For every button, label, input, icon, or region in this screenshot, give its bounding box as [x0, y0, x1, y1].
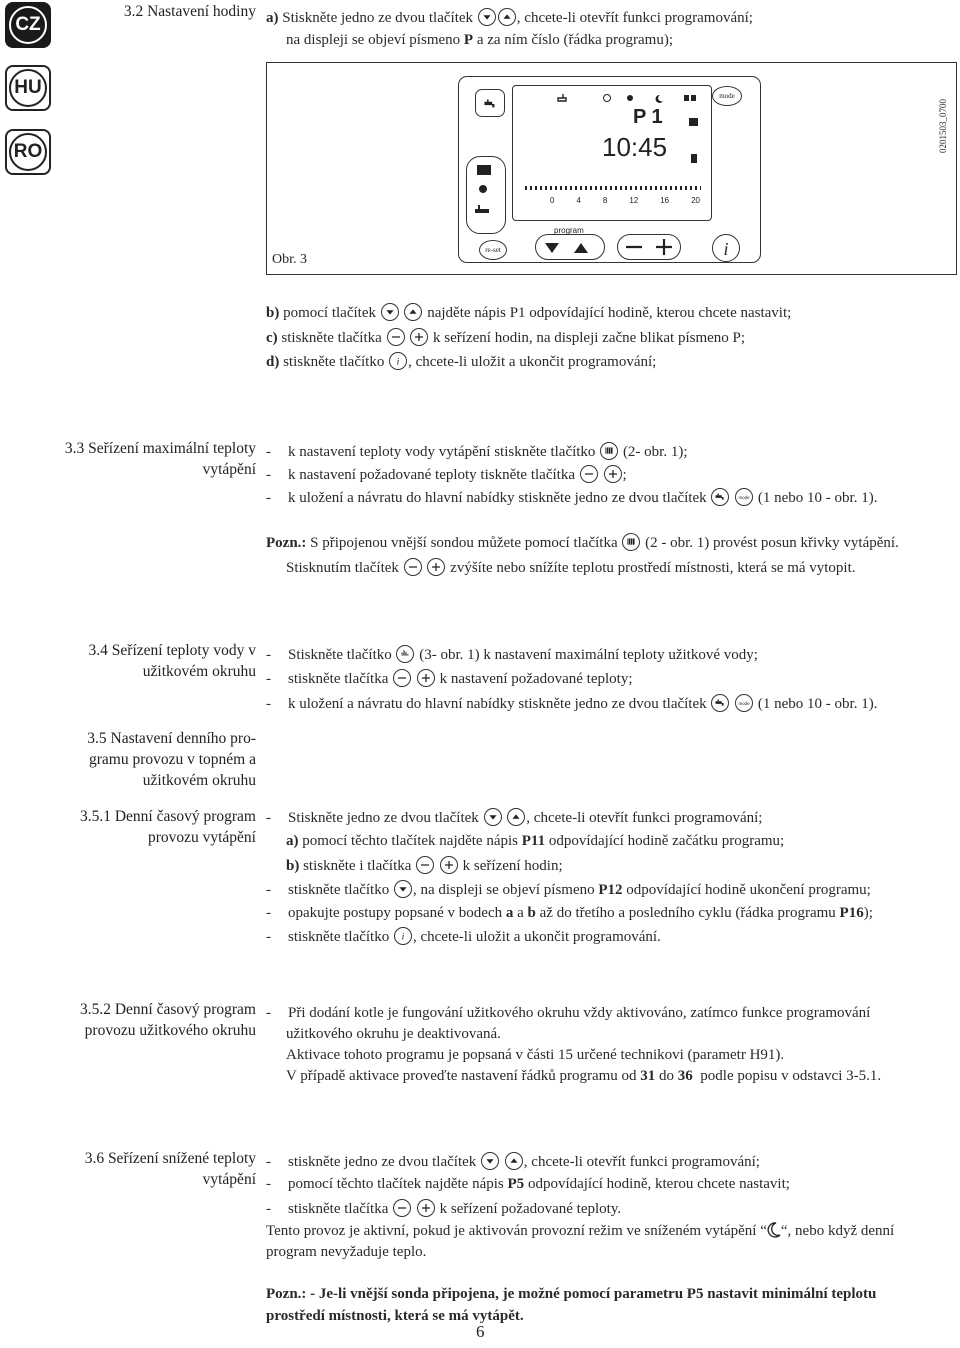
arrow-up-icon [404, 303, 422, 321]
s33-note-1: Pozn.: S připojenou vnější sondou můžete pomocí tlačítka (2 - obr. 1) provést posun křivky vytápění. [266, 535, 899, 551]
display-hour-scale: 0 4 8 12 16 20 [550, 196, 700, 205]
s34-line-3: - k uložení a návratu do hlavní nabídky stiskněte jedno ze dvou tlačítek (1 nebo 10 - obr. 1). [266, 696, 878, 712]
s351-line-6: - stiskněte tlačítko , chcete-li uložit a ukončit programování. [266, 929, 661, 945]
display-program-line: P 1 [633, 106, 663, 128]
s36-note-2: prostředí místnosti, která se má vytápět. [266, 1308, 524, 1324]
section-3-6-title: 3.6 Seřízení snížené teploty vytápění [84, 1150, 256, 1188]
s34-line-2: - stiskněte tlačítka k nastavení požadované teploty; [266, 671, 633, 687]
s32-line-b: b) pomocí tlačítek najděte nápis P1 odpovídající hodině, kterou chcete nastavit; [266, 305, 792, 321]
plus-icon [417, 669, 435, 687]
s33-line-3: - k uložení a návratu do hlavní nabídky stiskněte jedno ze dvou tlačítek (1 nebo 10 - obr. 1). [266, 490, 878, 506]
boiler-control-panel [458, 76, 761, 263]
mode-button[interactable]: mode [712, 86, 742, 106]
minus-icon [387, 328, 405, 346]
minus-icon [393, 1199, 411, 1217]
plus-icon [440, 856, 458, 874]
info-icon [389, 352, 407, 370]
s351-line-4: - stiskněte tlačítko , na displeji se objeví písmeno P12 odpovídající hodině ukončení programu; [266, 882, 871, 898]
minus-icon [580, 465, 598, 483]
figure-3-control-panel [266, 62, 957, 275]
s32-line-a2: na displeji se objeví písmeno P a za ním číslo (řádka programu); [286, 32, 673, 48]
s351-line-5: - opakujte postupy popsané v bodech a a b až do třetího a posledního cyklu (řádka programu P16); [266, 905, 873, 921]
display-time: 10:45 [602, 132, 668, 162]
s36-note-1: Pozn.: - Je-li vnější sonda připojena, je možné pomocí parametru P5 nastavit minimální teplotu [266, 1286, 877, 1302]
svg-text:i: i [723, 239, 729, 259]
section-3-5-1-title: 3.5.1 Denní časový program provozu vytápění [79, 808, 256, 846]
s352-line-2: užitkového okruhu je deaktivovaná. [286, 1026, 501, 1042]
s352-line-4: V případě aktivace proveďte nastavení řádků programu od 31 do 36 podle popisu v odstavci 3-5.1. [286, 1068, 882, 1084]
section-3-2-title: 3.2 Nastavení hodiny [123, 3, 256, 20]
page-number: 6 [476, 1322, 485, 1341]
plus-icon [604, 465, 622, 483]
section-3-3-title: 3.3 Seřízení maximální teploty vytápění [64, 440, 256, 478]
info-button[interactable] [712, 234, 740, 262]
tap-water-icon [711, 694, 729, 712]
minus-icon [404, 558, 422, 576]
language-badge-ro: RO [5, 129, 51, 175]
arrow-up-icon [505, 1152, 523, 1170]
minus-icon [393, 669, 411, 687]
arrow-down-icon [394, 880, 412, 898]
language-badge-cz: CZ [5, 2, 51, 48]
arrow-down-icon [381, 303, 399, 321]
s351-line-3: b) stiskněte i tlačítka k seřízení hodin; [286, 858, 563, 874]
s33-note-2: Stisknutím tlačítek zvýšíte nebo snížíte teplotu prostředí místnosti, která se má vytopit. [286, 560, 856, 576]
s36-line-3: - stiskněte tlačítka k seřízení požadované teploty. [266, 1201, 622, 1217]
s351-line-1: - Stiskněte jedno ze dvou tlačítek , chcete-li otevřít funkci programování; [266, 810, 763, 826]
arrow-up-icon [507, 808, 525, 826]
radiator-icon [622, 533, 640, 551]
info-icon [394, 927, 412, 945]
s352-line-1: - Při dodání kotle je fungování užitkového okruhu vždy aktivováno, zatímco funkce programování [266, 1005, 871, 1021]
arrow-down-icon [481, 1152, 499, 1170]
lcd-display [512, 85, 712, 221]
s32-line-a: a) Stiskněte jedno ze dvou tlačítek , chcete-li otevřít funkci programování; [266, 10, 753, 26]
mode-icon [735, 694, 753, 712]
s32-line-d: d) stiskněte tlačítko , chcete-li uložit a ukončit programování; [266, 354, 657, 370]
minus-icon [416, 856, 434, 874]
figure-caption: Obr. 3 [272, 252, 307, 267]
tap-water-button[interactable] [475, 89, 505, 117]
s32-line-c: c) stiskněte tlačítka k seřízení hodin, na displeji začne blikat písmeno P; [266, 330, 746, 346]
plus-icon [427, 558, 445, 576]
arrow-down-icon [478, 8, 496, 26]
s36-line-4: Tento provoz je aktivní, pokud je aktivován provozní režim ve sníženém vytápění “ “, nebo když denní [266, 1223, 895, 1239]
arrow-down-icon [484, 808, 502, 826]
s36-line-2: - pomocí těchto tlačítek najděte nápis P5 odpovídající hodině, kterou chcete nastavit; [266, 1176, 790, 1192]
s352-line-3: Aktivace tohoto programu je popsaná v části 15 určené technikovi (parametr H91). [286, 1047, 785, 1063]
program-label: program [554, 226, 584, 235]
tap-water-icon [396, 645, 414, 663]
minus-plus-buttons[interactable] [617, 234, 681, 260]
s36-line-1: - stiskněte jedno ze dvou tlačítek , chcete-li otevřít funkci programování; [266, 1154, 760, 1170]
s34-line-1: - Stiskněte tlačítko (3- obr. 1) k nastavení maximální teploty užitkové vody; [266, 647, 758, 663]
figure-code: 0201503_0700 [938, 99, 948, 153]
tap-water-icon [711, 488, 729, 506]
language-badge-hu: HU [5, 65, 51, 111]
arrow-up-icon [498, 8, 516, 26]
section-3-5-title: 3.5 Nastavení denního pro- gramu provozu v topném a užitkovém okruhu [87, 730, 256, 789]
section-3-4-title: 3.4 Seřízení teploty vody v užitkovém okruhu [88, 642, 256, 680]
reset-button[interactable]: re-set [479, 240, 507, 260]
section-3-5-2-title: 3.5.2 Denní časový program provozu užitkového okruhu [79, 1001, 256, 1039]
plus-icon [417, 1199, 435, 1217]
moon-icon [767, 1222, 781, 1238]
radiator-icon [600, 442, 618, 460]
heating-button-group[interactable] [466, 156, 506, 234]
s33-line-2: - k nastavení požadované teploty tiskněte tlačítka ; [266, 467, 627, 483]
plus-icon [410, 328, 428, 346]
program-arrow-buttons[interactable] [535, 234, 605, 260]
s351-line-2: a) pomocí těchto tlačítek najděte nápis P11 odpovídající hodině začátku programu; [286, 833, 785, 849]
s33-line-1: - k nastavení teploty vody vytápění stiskněte tlačítko (2- obr. 1); [266, 444, 688, 460]
mode-icon [735, 488, 753, 506]
s36-line-5: program nevyžaduje teplo. [266, 1244, 427, 1260]
